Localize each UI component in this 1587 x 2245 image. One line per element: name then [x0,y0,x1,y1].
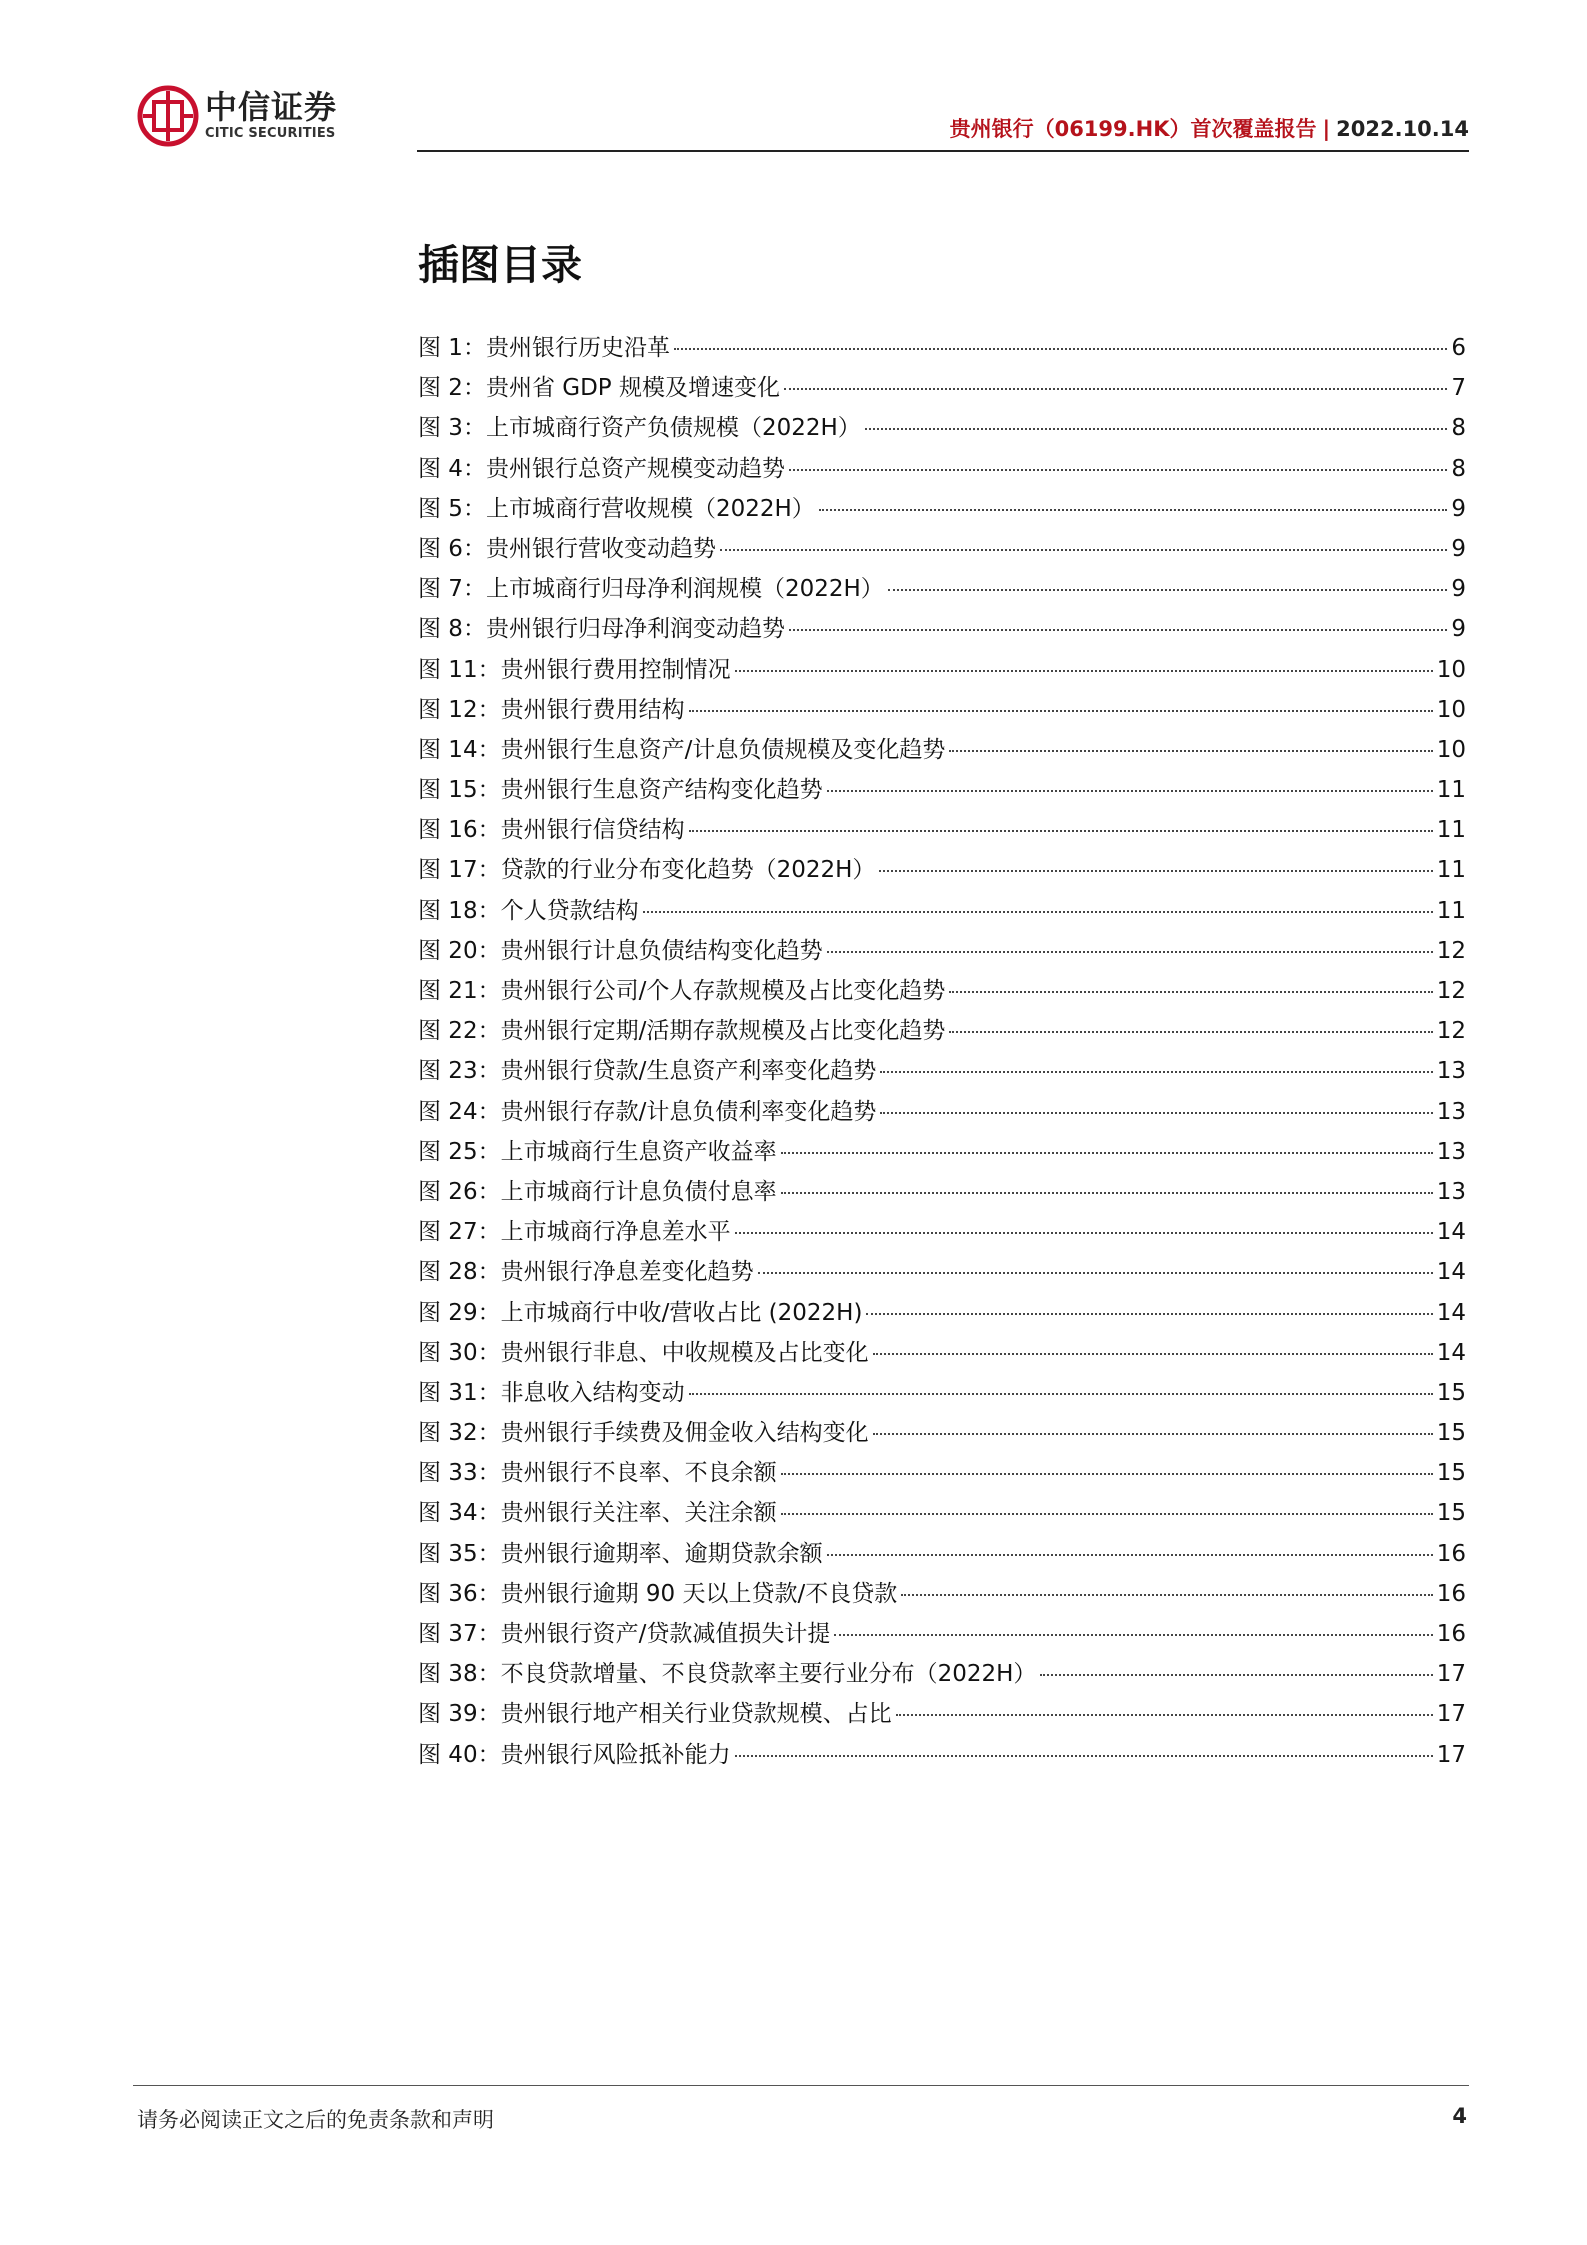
toc-entry[interactable] [418,570,1466,610]
toc-entry-label: 图 38：不良贷款增量、不良贷款率主要行业分布（2022H） [418,1661,1037,1688]
toc-entry-label: 图 32：贵州银行手续费及佣金收入结构变化 [418,1420,869,1447]
toc-entry-label: 图 34：贵州银行关注率、关注余额 [418,1500,777,1527]
toc-leader-dots [865,428,1448,430]
toc-entry-page: 17 [1436,1701,1466,1728]
toc-entry[interactable] [418,530,1466,570]
toc-entry[interactable] [418,932,1466,972]
toc-entry-label: 图 39：贵州银行地产相关行业贷款规模、占比 [418,1701,892,1728]
toc-entry-page: 14 [1436,1339,1466,1366]
toc-entry-page: 10 [1436,736,1466,763]
toc-entry[interactable] [418,1294,1466,1334]
toc-entry-label: 图 12：贵州银行费用结构 [418,696,685,723]
toc-leader-dots [879,870,1432,872]
toc-entry-page: 13 [1436,1058,1466,1085]
toc-entry-page: 14 [1436,1299,1466,1326]
toc-entry[interactable] [418,691,1466,731]
toc-entry-label: 图 18：个人贷款结构 [418,897,639,924]
toc-entry[interactable] [418,651,1466,691]
toc-leader-dots [789,469,1447,471]
toc-entry-label: 图 4：贵州银行总资产规模变动趋势 [418,455,785,482]
toc-leader-dots [781,1473,1433,1475]
toc-leader-dots [735,1755,1433,1757]
toc-leader-dots [819,509,1448,511]
toc-leader-dots [689,710,1433,712]
toc-entry[interactable] [418,1494,1466,1534]
header-divider [417,150,1469,152]
toc-entry-label: 图 33：贵州银行不良率、不良余额 [418,1460,777,1487]
toc-entry[interactable] [418,490,1466,530]
toc-entry[interactable] [418,1454,1466,1494]
toc-entry-label: 图 5：上市城商行营收规模（2022H） [418,495,815,522]
header-separator: | [1322,117,1331,141]
toc-leader-dots [758,1272,1433,1274]
toc-entry-label: 图 3：上市城商行资产负债规模（2022H） [418,415,861,442]
toc-entry-page: 11 [1436,897,1466,924]
toc-entry-label: 图 36：贵州银行逾期 90 天以上贷款/不良贷款 [418,1580,898,1607]
toc-entry[interactable] [418,811,1466,851]
toc-entry-page: 7 [1451,375,1466,402]
toc-leader-dots [643,911,1433,913]
toc-entry-label: 图 1：贵州银行历史沿革 [418,335,670,361]
footer-disclaimer: 请务必阅读正文之后的免责条款和声明 [137,2108,494,2132]
toc-entry-page: 17 [1436,1661,1466,1688]
toc-entry-page: 9 [1451,495,1466,522]
toc-entry-page: 13 [1436,1138,1466,1165]
toc-entry-page: 14 [1436,1219,1466,1246]
toc-entry[interactable] [418,1093,1466,1133]
report-title: 贵州银行（06199.HK）首次覆盖报告 [949,117,1317,141]
toc-entry-page: 13 [1436,1098,1466,1125]
toc-entry[interactable] [418,1414,1466,1454]
toc-entry-page: 11 [1436,817,1466,844]
toc-entry[interactable] [418,610,1466,650]
toc-entry-page: 11 [1436,857,1466,884]
toc-entry-page: 15 [1436,1379,1466,1406]
toc-entry-label: 图 7：上市城商行归母净利润规模（2022H） [418,576,884,603]
toc-entry-page: 15 [1436,1500,1466,1527]
toc-entry-page: 9 [1451,535,1466,562]
toc-leader-dots [827,951,1433,953]
toc-entry-page: 9 [1451,576,1466,603]
toc-entry-label: 图 15：贵州银行生息资产结构变化趋势 [418,777,823,804]
toc-entry[interactable] [418,1253,1466,1293]
toc-entry-label: 图 11：贵州银行费用控制情况 [418,656,731,683]
toc-entry[interactable] [418,1695,1466,1735]
toc-entry-page: 12 [1436,1018,1466,1045]
toc-entry[interactable] [418,369,1466,409]
toc-entry-page: 17 [1436,1741,1466,1768]
toc-entry[interactable] [418,731,1466,771]
toc-leader-dots [689,1393,1433,1395]
toc-entry[interactable] [418,1374,1466,1414]
toc-leader-dots [689,830,1433,832]
toc-leader-dots [888,589,1448,591]
toc-leader-dots [720,549,1447,551]
toc-entry-label: 图 27：上市城商行净息差水平 [418,1219,731,1246]
toc-entry-label: 图 8：贵州银行归母净利润变动趋势 [418,616,785,643]
toc-leader-dots [880,1112,1432,1114]
toc-entry[interactable] [418,450,1466,490]
toc-entry-page: 16 [1436,1621,1466,1647]
toc-entry[interactable] [418,1615,1466,1655]
toc-entry[interactable] [418,1213,1466,1253]
toc-entry[interactable] [418,1133,1466,1173]
toc-leader-dots [827,790,1433,792]
toc-entry[interactable] [418,1173,1466,1213]
citic-logo [137,85,337,147]
toc-leader-dots [880,1071,1432,1073]
toc-leader-dots [834,1634,1432,1636]
report-header [950,113,1469,143]
toc-entry-label: 图 35：贵州银行逾期率、逾期贷款余额 [418,1540,823,1567]
toc-entry[interactable] [418,851,1466,891]
toc-entry-label: 图 17：贷款的行业分布变化趋势（2022H） [418,857,876,884]
toc-leader-dots [781,1152,1433,1154]
toc-entry[interactable] [418,1575,1466,1615]
toc-leader-dots [781,1513,1433,1515]
toc-entry-label: 图 26：上市城商行计息负债付息率 [418,1178,777,1205]
toc-leader-dots [949,1031,1432,1033]
toc-entry-page: 12 [1436,937,1466,964]
toc-leader-dots [866,1313,1432,1315]
logo-chinese-name: 中信证券 [205,88,338,126]
toc-entry[interactable] [418,409,1466,449]
toc-entry-label: 图 28：贵州银行净息差变化趋势 [418,1259,754,1286]
toc-entry-label: 图 40：贵州银行风险抵补能力 [418,1741,731,1768]
toc-entry-label: 图 37：贵州银行资产/贷款减值损失计提 [418,1621,831,1647]
toc-leader-dots [674,348,1447,350]
toc-entry[interactable] [418,1655,1466,1695]
toc-leader-dots [781,1192,1433,1194]
toc-entry-page: 6 [1451,335,1466,361]
toc-leader-dots [784,388,1447,390]
toc-entry-page: 10 [1436,656,1466,683]
toc-entry-page: 9 [1451,616,1466,643]
toc-entry[interactable] [418,1736,1466,1776]
toc-entry-page: 11 [1436,777,1466,804]
toc-entry[interactable] [418,1052,1466,1092]
footer-divider [133,2085,1469,2086]
toc-entry-page: 16 [1436,1580,1466,1607]
toc-entry[interactable] [418,972,1466,1012]
toc-leader-dots [901,1594,1433,1596]
toc-leader-dots [827,1554,1433,1556]
toc-entry-page: 15 [1436,1420,1466,1447]
toc-entry-label: 图 16：贵州银行信贷结构 [418,817,685,844]
toc-entry-label: 图 14：贵州银行生息资产/计息负债规模及变化趋势 [418,736,946,763]
toc-entry-page: 15 [1436,1460,1466,1487]
toc-entry[interactable] [418,1012,1466,1052]
toc-leader-dots [735,670,1433,672]
toc-entry-label: 图 31：非息收入结构变动 [418,1379,685,1406]
logo-english-name: CITIC SECURITIES [205,126,336,141]
toc-entry[interactable] [418,329,1466,369]
toc-leader-dots [949,750,1432,752]
toc-entry[interactable] [418,1334,1466,1374]
toc-entry[interactable] [418,771,1466,811]
toc-entry-label: 图 20：贵州银行计息负债结构变化趋势 [418,937,823,964]
toc-entry-page: 10 [1436,696,1466,723]
toc-leader-dots [896,1714,1433,1716]
toc-entry-page: 13 [1436,1178,1466,1205]
page-title: 插图目录 [418,241,582,289]
toc-leader-dots [873,1353,1433,1355]
toc-entry-page: 8 [1451,455,1466,482]
toc-entry-page: 12 [1436,978,1466,1004]
toc-entry-label: 图 6：贵州银行营收变动趋势 [418,535,716,562]
toc-entry-label: 图 25：上市城商行生息资产收益率 [418,1138,777,1165]
toc-entry[interactable] [418,1535,1466,1575]
toc-entry-label: 图 2：贵州省 GDP 规模及增速变化 [418,375,780,402]
toc-entry-label: 图 23：贵州银行贷款/生息资产利率变化趋势 [418,1058,877,1085]
toc-entry-page: 14 [1436,1259,1466,1286]
citic-logo-icon [137,85,199,147]
report-date: 2022.10.14 [1336,117,1469,141]
toc-entry-label: 图 21：贵州银行公司/个人存款规模及占比变化趋势 [418,978,946,1004]
toc-entry[interactable] [418,892,1466,932]
toc-entry-page: 16 [1436,1540,1466,1567]
toc-entry-label: 图 29：上市城商行中收/营收占比 (2022H) [418,1299,863,1326]
toc-entry-page: 8 [1451,415,1466,442]
toc-entry-label: 图 22：贵州银行定期/活期存款规模及占比变化趋势 [418,1018,946,1045]
toc-entry-label: 图 24：贵州银行存款/计息负债利率变化趋势 [418,1098,877,1125]
toc-entry-label: 图 30：贵州银行非息、中收规模及占比变化 [418,1339,869,1366]
page-number: 4 [1452,2104,1467,2128]
toc-leader-dots [789,629,1447,631]
toc-leader-dots [949,991,1432,993]
toc-leader-dots [735,1232,1433,1234]
toc-leader-dots [873,1433,1433,1435]
toc-leader-dots [1040,1674,1432,1676]
figure-toc [418,329,1466,1776]
